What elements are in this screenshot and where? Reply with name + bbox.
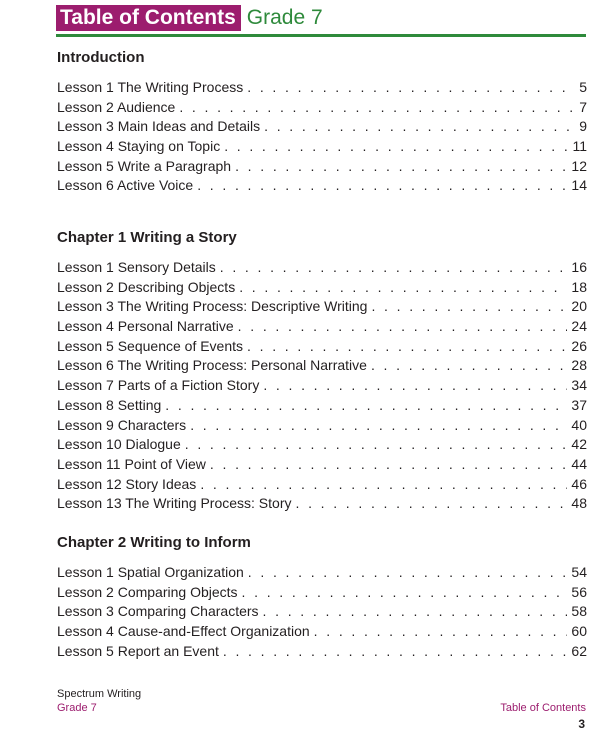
dot-leader (371, 298, 567, 314)
toc-entry-page: 24 (571, 318, 587, 335)
toc-entry[interactable] (57, 436, 587, 456)
toc-entry-label: Lesson 11 Point of View (57, 455, 206, 472)
toc-entry-label: Lesson 12 Story Ideas (57, 475, 197, 492)
toc-entry-page: 12 (571, 157, 587, 174)
dot-leader (179, 99, 575, 115)
footer-grade: Grade 7 (57, 702, 97, 714)
dot-leader (223, 643, 568, 659)
dot-leader (238, 318, 568, 334)
toc-entry-label: Lesson 1 The Writing Process (57, 79, 244, 95)
toc-entry-label: Lesson 5 Sequence of Events (57, 337, 244, 354)
dot-leader (210, 456, 568, 472)
toc-section-introduction (57, 49, 587, 197)
dot-leader (314, 623, 568, 639)
toc-entry[interactable] (57, 138, 587, 158)
toc-entry-label: Lesson 13 The Writing Process: Story (57, 495, 292, 512)
toc-entry-page: 48 (571, 495, 587, 512)
toc-entry-page: 9 (579, 118, 587, 135)
dot-leader (263, 377, 567, 393)
page-header (56, 5, 323, 31)
dot-leader (248, 564, 568, 580)
toc-entry[interactable] (57, 158, 587, 178)
toc-entry-page: 44 (571, 455, 587, 472)
toc-entry-page: 14 (571, 177, 587, 194)
toc-entry-label: Lesson 2 Describing Objects (57, 278, 236, 295)
footer-book-title: Spectrum Writing (57, 688, 142, 700)
toc-entry-page: 5 (579, 79, 587, 95)
toc-entry-label: Lesson 4 Personal Narrative (57, 318, 234, 335)
toc-entry[interactable] (57, 357, 587, 377)
toc-entry-page: 56 (571, 583, 587, 600)
toc-entry-label: Lesson 9 Characters (57, 416, 187, 433)
dot-leader (224, 138, 568, 154)
toc-entry[interactable] (57, 603, 587, 623)
dot-leader (242, 584, 568, 600)
dot-leader (371, 357, 567, 373)
toc-entry-label: Lesson 5 Write a Paragraph (57, 157, 232, 174)
toc-entry[interactable] (57, 564, 587, 584)
dot-leader (239, 279, 567, 295)
toc-entry[interactable] (57, 118, 587, 138)
dot-leader (220, 259, 568, 275)
toc-entry[interactable] (57, 338, 587, 358)
toc-entry[interactable] (57, 456, 587, 476)
toc-entry-label: Lesson 10 Dialogue (57, 436, 181, 453)
dot-leader (264, 118, 575, 134)
toc-entry-label: Lesson 6 The Writing Process: Personal Narrative (57, 357, 367, 374)
dot-leader (235, 158, 567, 174)
toc-entry[interactable] (57, 279, 587, 299)
toc-entry[interactable] (57, 318, 587, 338)
toc-entry-label: Lesson 8 Setting (57, 396, 162, 413)
toc-entry-list (57, 259, 587, 515)
toc-entry-label: Lesson 5 Report an Event (57, 642, 219, 659)
dot-leader (295, 495, 567, 511)
toc-entry[interactable] (57, 417, 587, 437)
toc-entry-label: Lesson 2 Audience (57, 98, 176, 115)
toc-entry-label: Lesson 3 Main Ideas and Details (57, 118, 261, 135)
toc-entry-page: 7 (579, 98, 587, 115)
toc-entry-page: 60 (571, 623, 587, 640)
toc-entry[interactable] (57, 476, 587, 496)
toc-entry-page: 46 (571, 475, 587, 492)
toc-entry-label: Lesson 6 Active Voice (57, 177, 194, 194)
toc-entry-label: Lesson 2 Comparing Objects (57, 583, 238, 600)
toc-entry-label: Lesson 7 Parts of a Fiction Story (57, 377, 260, 394)
toc-entry[interactable] (57, 397, 587, 417)
toc-section-chapter-2 (57, 534, 587, 662)
toc-entry-page: 28 (571, 357, 587, 374)
section-title: Introduction (57, 49, 145, 66)
header-divider (56, 34, 586, 37)
toc-entry-label: Lesson 4 Staying on Topic (57, 138, 221, 155)
toc-section-chapter-1 (57, 229, 587, 515)
toc-entry[interactable] (57, 177, 587, 197)
toc-entry-label: Lesson 3 Comparing Characters (57, 603, 259, 620)
toc-entry-page: 20 (571, 298, 587, 315)
toc-entry-page: 16 (571, 259, 587, 275)
toc-entry-label: Lesson 3 The Writing Process: Descriptive Writing (57, 298, 368, 315)
dot-leader (165, 397, 567, 413)
grade-label: Grade 7 (246, 6, 323, 29)
section-title: Chapter 1 Writing a Story (57, 229, 237, 246)
toc-entry-page: 42 (571, 436, 587, 453)
toc-entry[interactable] (57, 643, 587, 663)
section-title: Chapter 2 Writing to Inform (57, 534, 251, 551)
dot-leader (200, 476, 567, 492)
page-number: 3 (578, 717, 585, 731)
toc-entry[interactable] (57, 377, 587, 397)
toc-entry[interactable] (57, 99, 587, 119)
dot-leader (247, 338, 567, 354)
footer-section-title: Table of Contents (500, 702, 586, 714)
toc-entry[interactable] (57, 623, 587, 643)
toc-entry-list (57, 564, 587, 662)
toc-entry-page: 18 (571, 278, 587, 295)
toc-entry[interactable] (57, 79, 587, 99)
toc-entry-page: 34 (571, 377, 587, 394)
toc-entry-page: 26 (571, 337, 587, 354)
toc-entry-page: 54 (571, 564, 587, 580)
toc-entry-page: 40 (571, 416, 587, 433)
dot-leader (197, 177, 567, 193)
toc-entry[interactable] (57, 584, 587, 604)
toc-entry-page: 62 (571, 642, 587, 659)
toc-entry-page: 58 (571, 603, 587, 620)
toc-entry[interactable] (57, 495, 587, 515)
dot-leader (263, 603, 568, 619)
dot-leader (247, 79, 575, 95)
toc-entry[interactable] (57, 259, 587, 279)
dot-leader (185, 436, 568, 452)
toc-entry-page: 11 (572, 138, 587, 155)
toc-entry-label: Lesson 1 Spatial Organization (57, 564, 244, 580)
toc-entry-list (57, 79, 587, 197)
toc-entry-label: Lesson 1 Sensory Details (57, 259, 216, 275)
toc-entry-page: 37 (571, 396, 587, 413)
dot-leader (190, 417, 567, 433)
page-title: Table of Contents (56, 5, 241, 31)
toc-entry[interactable] (57, 298, 587, 318)
toc-entry-label: Lesson 4 Cause-and-Effect Organization (57, 623, 310, 640)
